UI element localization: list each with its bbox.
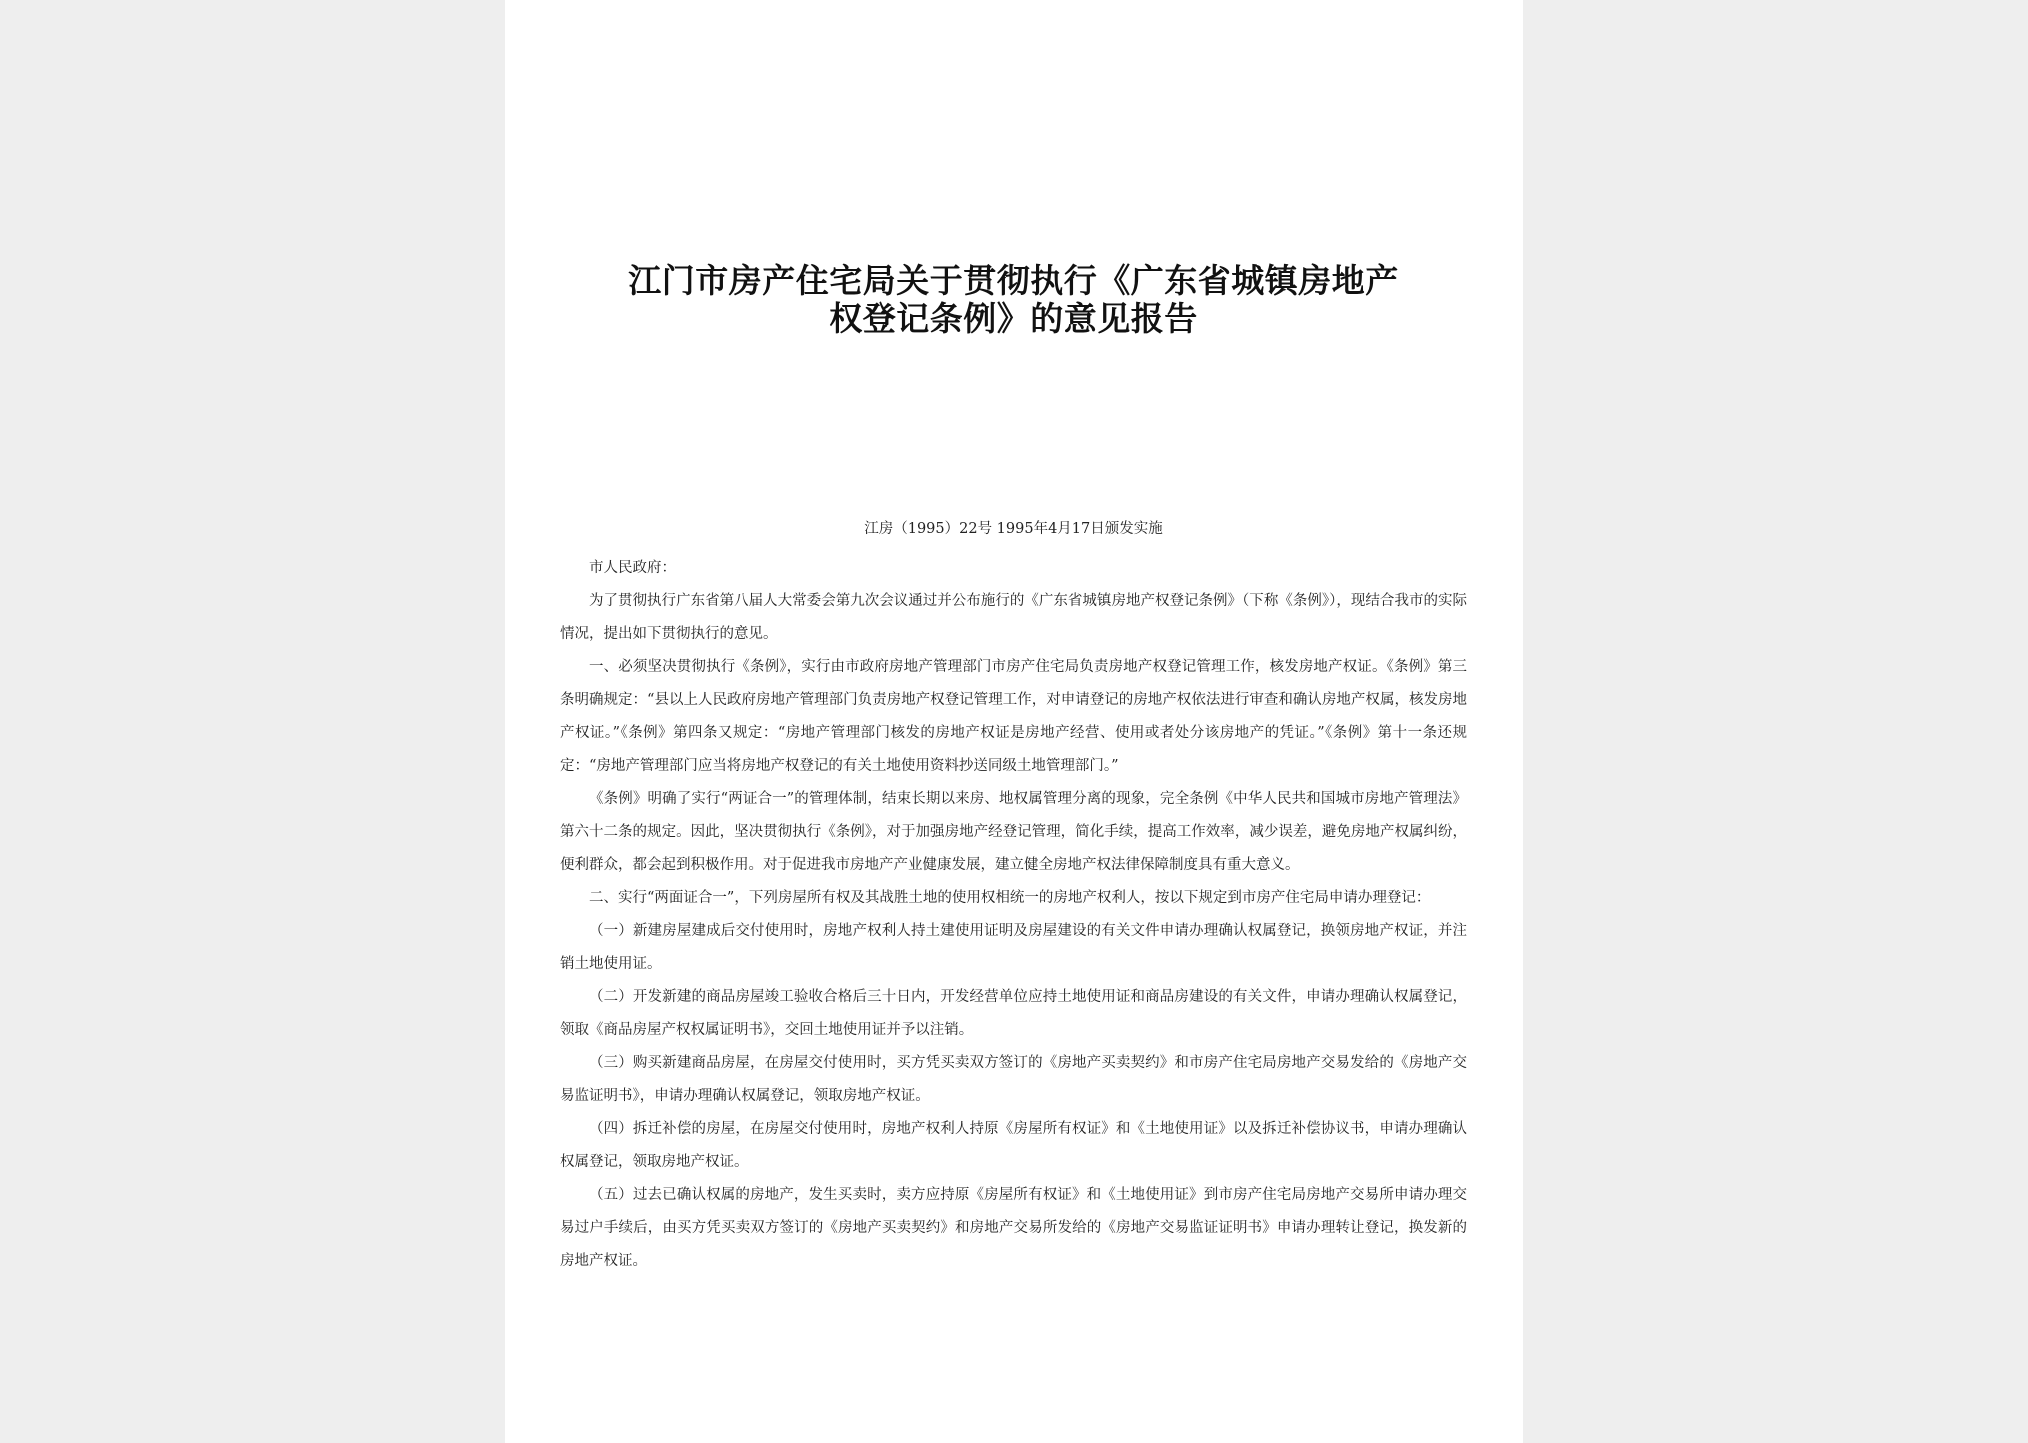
document-body [560, 552, 1467, 1278]
paragraph-item-2: （二）开发新建的商品房屋竣工验收合格后三十日内，开发经营单位应持土地使用证和商品房建设的有关文件，申请办理确认权属登记，领取《商品房屋产权权属证明书》，交回土地使用证并予以注销。 [560, 989, 1467, 1038]
paragraph-section-2: 二、实行“两面证合一”，下列房屋所有权及其战胜土地的使用权相统一的房地产权利人，按以下规定到市房产住宅局申请办理登记： [589, 890, 1431, 906]
salutation: 市人民政府： [589, 560, 676, 576]
document-number: 江房（1995）22号 1995年4月17日颁发实施 [864, 521, 1163, 537]
paragraph-section-1: 一、必须坚决贯彻执行《条例》，实行由市政府房地产管理部门市房产住宅局负责房地产权登记管理工作，核发房地产权证。《条例》第三条明确规定：“县以上人民政府房地产管理部门负责房地产权登记管理工作，对申请登记的房地产权依法进行审查和确认房地产权属，核发房地产权证。”《条例》第四条又规定：“房地产管理部门核发的房地产权证是房地产经营、使用或者处分该房地产的凭证。”《条例》第十一条还规定：“房地产管理部门应当将房地产权登记的有关土地使用资料抄送同级土地管理部门。” [560, 659, 1467, 774]
paragraph-item-5: （五）过去已确认权属的房地产，发生买卖时，卖方应持原《房屋所有权证》和《土地使用证》到市房产住宅局房地产交易所申请办理交易过户手续后，由买方凭买卖双方签订的《房地产买卖契约》和房地产交易所发给的《房地产交易监证证明书》申请办理转让登记，换发新的房地产权证。 [560, 1187, 1467, 1269]
document-title [560, 262, 1467, 338]
document-title-line-2: 权登记条例》的意见报告 [829, 299, 1198, 338]
document-title-line-1: 江门市房产住宅局关于贯彻执行《广东省城镇房地产 [628, 261, 1399, 300]
paragraph-two-certificates: 《条例》明确了实行“两证合一”的管理体制，结束长期以来房、地权属管理分离的现象，完全条例《中华人民共和国城市房地产管理法》第六十二条的规定。因此，坚决贯彻执行《条例》，对于加强房地产经登记管理，简化手续，提高工作效率，减少误差，避免房地产权属纠纷，便利群众，都会起到积极作用。对于促进我市房地产产业健康发展，建立健全房地产权法律保障制度具有重大意义。 [560, 791, 1467, 873]
paragraph-item-1: （一）新建房屋建成后交付使用时，房地产权利人持土建使用证明及房屋建设的有关文件申请办理确认权属登记，换领房地产权证，并注销土地使用证。 [560, 923, 1467, 972]
paragraph-intro: 为了贯彻执行广东省第八届人大常委会第九次会议通过并公布施行的《广东省城镇房地产权登记条例》（下称《条例》），现结合我市的实际情况，提出如下贯彻执行的意见。 [560, 593, 1467, 642]
paragraph-item-3: （三）购买新建商品房屋，在房屋交付使用时，买方凭买卖双方签订的《房地产买卖契约》和市房产住宅局房地产交易发给的《房地产交易监证明书》，申请办理确认权属登记，领取房地产权证。 [560, 1055, 1467, 1104]
document-page [505, 0, 1523, 1443]
paragraph-item-4: （四）拆迁补偿的房屋，在房屋交付使用时，房地产权利人持原《房屋所有权证》和《土地使用证》以及拆迁补偿协议书，申请办理确认权属登记，领取房地产权证。 [560, 1121, 1467, 1170]
